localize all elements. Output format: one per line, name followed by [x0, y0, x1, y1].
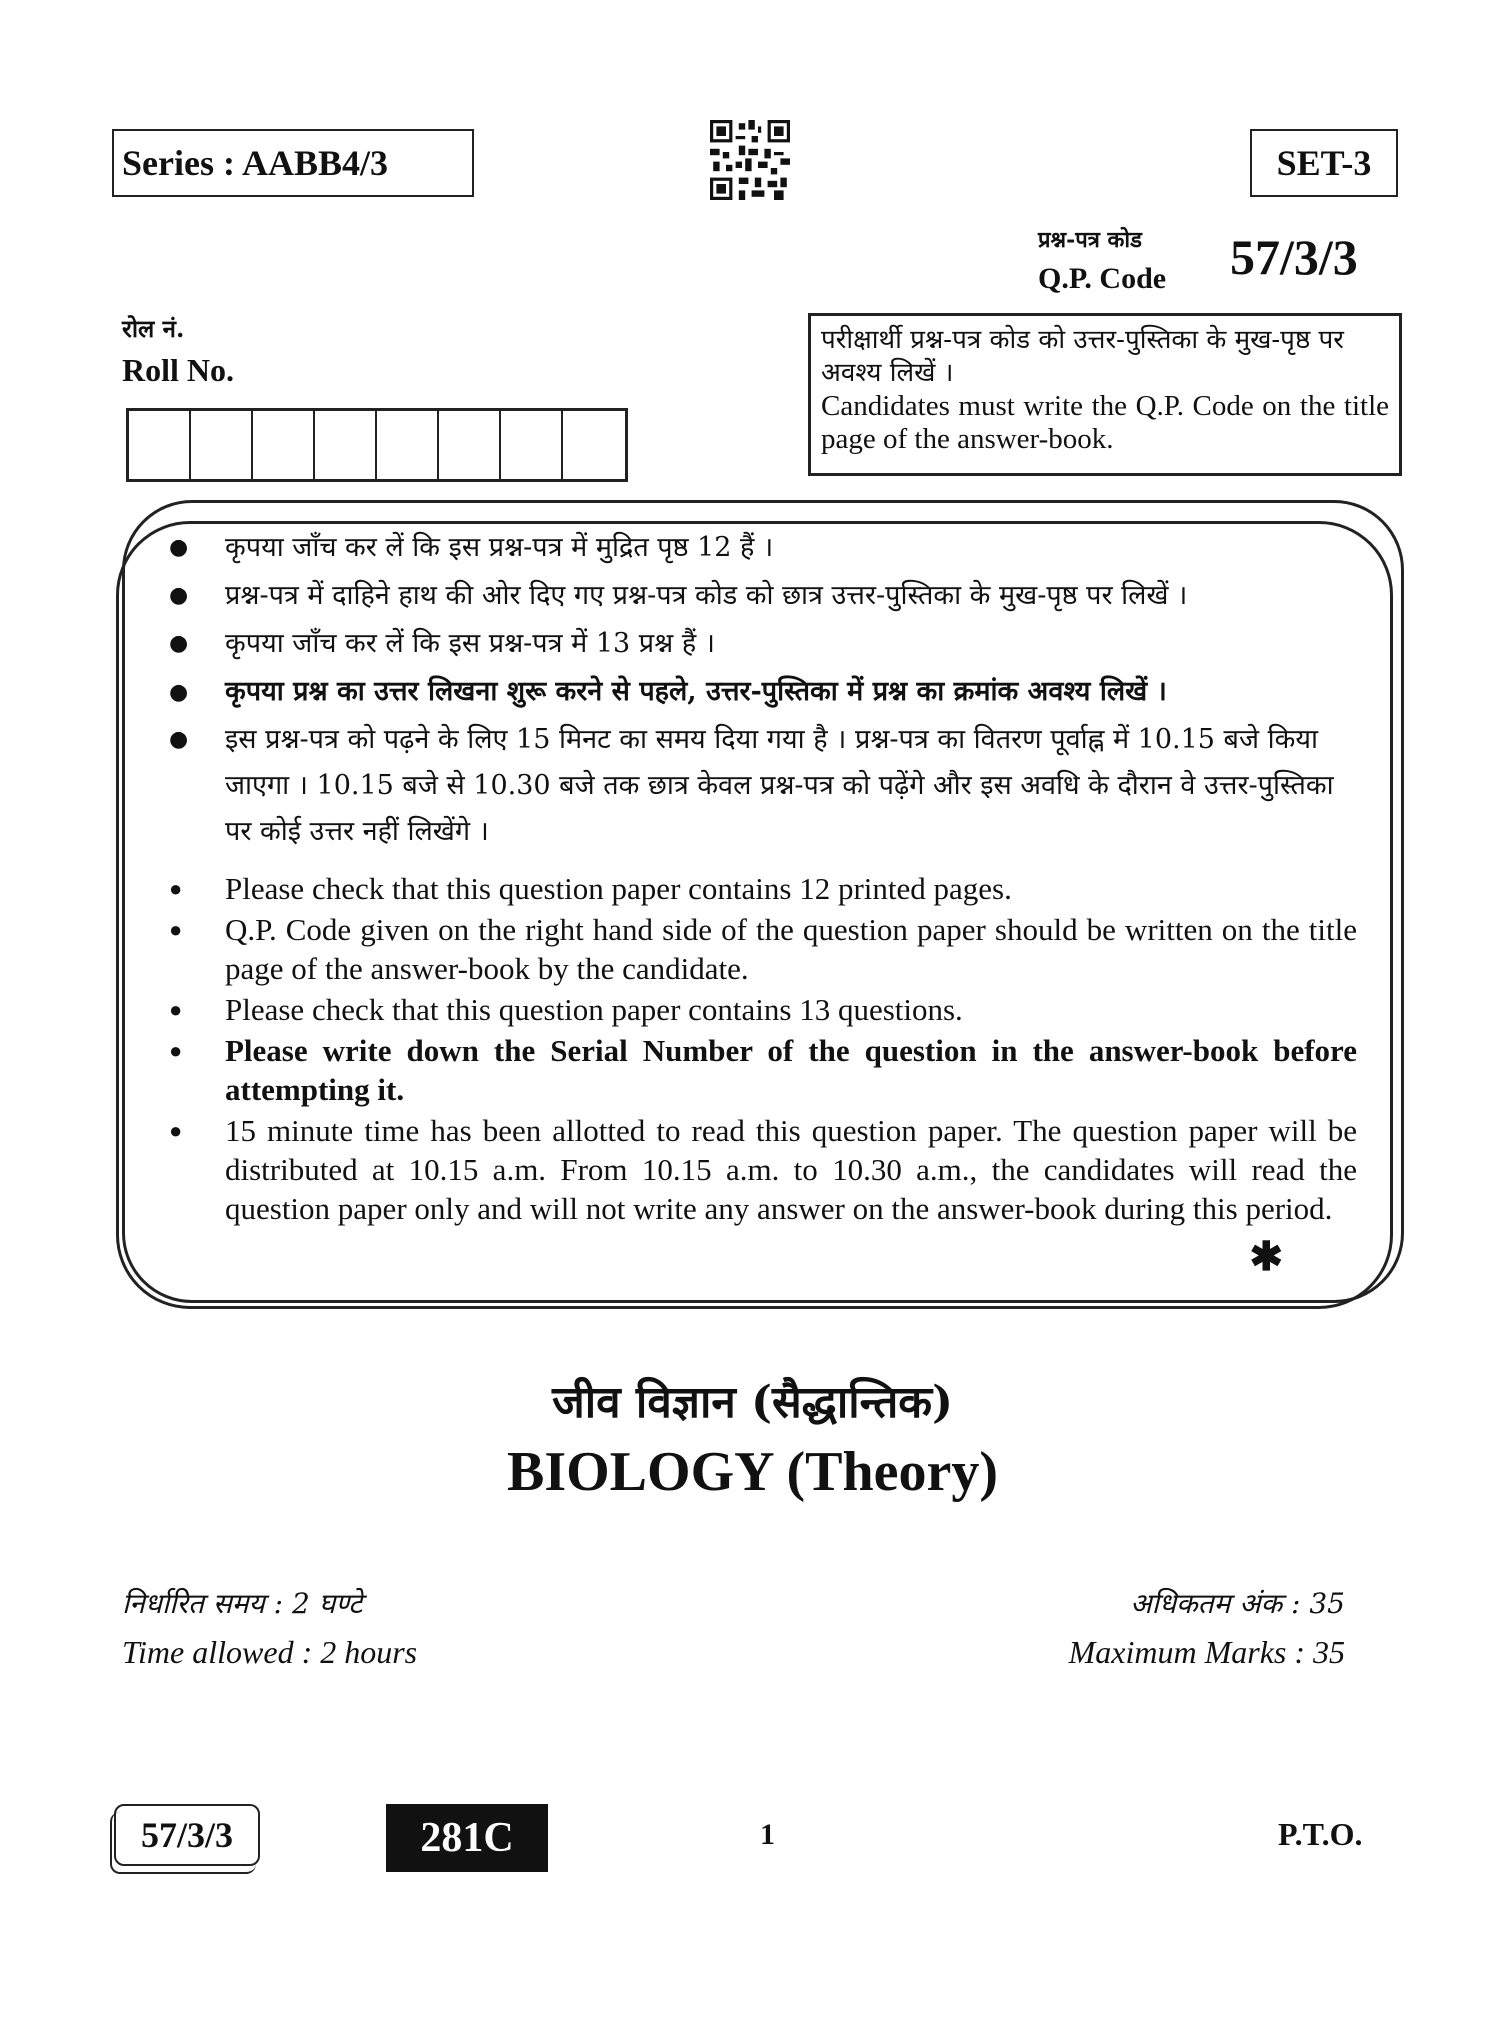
series-label: Series : AABB4/3 [112, 129, 474, 197]
roll-label-hindi: रोल नं. [122, 314, 185, 343]
instruction-item: ● कृपया प्रश्न का उत्तर लिखना शुरू करने से पहले, उत्तर-पुस्तिका में प्रश्न का क्रमांक अवश्य लिखें । [165, 669, 1357, 715]
roll-digit-box[interactable] [501, 411, 563, 479]
instruction-item: ● Q.P. Code given on the right hand side of the question paper should be written on the title page of the answer-book by the candidate. [165, 910, 1357, 988]
footer-qp-code: 57/3/3 [114, 1804, 260, 1866]
roll-digit-box[interactable] [253, 411, 315, 479]
maximum-marks: Maximum Marks : 35 [1068, 1634, 1345, 1670]
time-allowed: Time allowed : 2 hours [122, 1634, 418, 1670]
roll-digit-box[interactable] [315, 411, 377, 479]
qp-code-instruction-box [808, 313, 1402, 476]
please-turn-over: P.T.O. [1278, 1816, 1363, 1852]
qr-code-icon [710, 120, 790, 200]
instruction-item: ● 15 minute time has been allotted to read this question paper. The question paper will be distributed at 10.15 a.m. From 10.15 a.m. to 10.30 a.m., the candidates will read the question paper only and will not write any answer on the answer-book during this period. [165, 1111, 1357, 1228]
instructions-hindi-list [165, 525, 1357, 855]
roll-digit-box[interactable] [377, 411, 439, 479]
roll-digit-box[interactable] [439, 411, 501, 479]
instructions-english-list [165, 869, 1357, 1228]
instruction-item: ● प्रश्न-पत्र में दाहिने हाथ की ओर दिए गए प्रश्न-पत्र कोड को छात्र उत्तर-पुस्तिका के मुख-पृष्ठ पर लिखें । [165, 573, 1357, 619]
time-allowed-hindi: निर्धारित समय : 2 घण्टे [122, 1587, 363, 1620]
subject-title-hindi: जीव विज्ञान (सैद्धान्तिक) [552, 1377, 953, 1428]
roll-digit-box[interactable] [563, 411, 625, 479]
qp-code-value: 57/3/3 [1230, 229, 1358, 285]
maximum-marks-hindi: अधिकतम अंक : 35 [1130, 1587, 1345, 1620]
general-instructions-box [122, 500, 1404, 1303]
instruction-item: ● इस प्रश्न-पत्र को पढ़ने के लिए 15 मिनट का समय दिया गया है । प्रश्न-पत्र का वितरण पूर्वाह्न में 10.15 बजे किया जाएगा । 10.15 बजे से 10.30 बजे तक छात्र केवल प्रश्न-पत्र को पढ़ेंगे और इस अवधि के दौरान वे उत्तर-पुस्तिका पर कोई उत्तर नहीं लिखेंगे । [165, 717, 1357, 855]
qp-code-instruction: Candidates must write the Q.P. Code on the title page of the answer-book. [821, 390, 1389, 455]
roll-digit-box[interactable] [129, 411, 191, 479]
qp-code-instruction-hindi: परीक्षार्थी प्रश्न-पत्र कोड को उत्तर-पुस्तिका के मुख-पृष्ठ पर अवश्य लिखें । [821, 325, 1344, 388]
footer-paper-number: 281C [386, 1804, 548, 1872]
roll-label: Roll No. [122, 352, 234, 388]
asterisk-icon: ✱ [1249, 1233, 1283, 1280]
set-label: SET-3 [1250, 129, 1398, 197]
roll-digit-box[interactable] [191, 411, 253, 479]
instruction-item: ● Please write down the Serial Number of the question in the answer-book before attempting it. [165, 1031, 1357, 1109]
roll-number-boxes [126, 408, 628, 482]
qp-code-label: Q.P. Code [1038, 262, 1167, 295]
subject-title: BIOLOGY (Theory) [506, 1441, 999, 1503]
qp-code-label-hindi: प्रश्न-पत्र कोड [1038, 227, 1142, 253]
page-number: 1 [760, 1818, 775, 1851]
instruction-item: ● Please check that this question paper contains 12 printed pages. [165, 869, 1357, 908]
instruction-item: ● कृपया जाँच कर लें कि इस प्रश्न-पत्र में 13 प्रश्न हैं । [165, 621, 1357, 667]
instruction-item: ● Please check that this question paper contains 13 questions. [165, 990, 1357, 1029]
instruction-item: ● कृपया जाँच कर लें कि इस प्रश्न-पत्र में मुद्रित पृष्ठ 12 हैं । [165, 525, 1357, 571]
